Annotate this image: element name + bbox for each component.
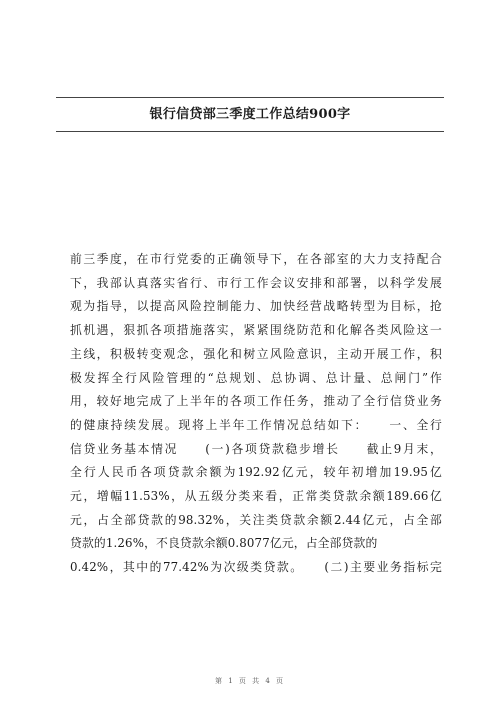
- title-top-rule: [56, 97, 444, 98]
- body-line: 主线，积极转变观念，强化和树立风险意识，主动开展工作，积: [70, 346, 442, 361]
- body-line: 极发挥全行风险管理的“总规划、总协调、总计量、总闸门”作: [70, 370, 442, 385]
- title-bottom-rule: [56, 131, 444, 132]
- body-line: 用，较好地完成了上半年的各项工作任务，推动了全行信贷业务: [70, 394, 442, 409]
- body-line: 全行人民币各项贷款余额为192.92亿元，较年初增加19.95亿: [70, 465, 442, 480]
- body-line: 前三季度，在市行党委的正确领导下，在各部室的大力支持配合: [70, 252, 442, 266]
- body-line: 抓机遇，狠抓各项措施落实，紧紧围绕防范和化解各类风险这一: [70, 323, 442, 338]
- body-line: 信贷业务基本情况 (一)各项贷款稳步增长 截止9月末，: [70, 441, 442, 456]
- body-line: 的健康持续发展。现将上半年工作情况总结如下： 一、全行: [70, 417, 442, 432]
- page-number-footer: 第 1 页 共 4 页: [214, 677, 286, 685]
- document-title: 银行信贷部三季度工作总结900字: [149, 107, 351, 122]
- body-line: 下，我部认真落实省行、市行工作会议安排和部署，以科学发展: [70, 275, 442, 290]
- document-body: [70, 248, 442, 580]
- body-line: 观为指导，以提高风险控制能力、加快经营战略转型为目标，抢: [70, 299, 442, 314]
- body-line: 0.42%，其中的77.42%为次级类贷款。 (二)主要业务指标完: [70, 560, 442, 575]
- body-line: 元，增幅11.53%，从五级分类来看，正常类贷款余额189.66亿: [70, 489, 442, 504]
- body-line: 贷款的1.26%，不良贷款余额0.8077亿元，占全部贷款的: [70, 536, 378, 551]
- body-line: 元，占全部贷款的98.32%，关注类贷款余额2.44亿元，占全部: [70, 512, 442, 527]
